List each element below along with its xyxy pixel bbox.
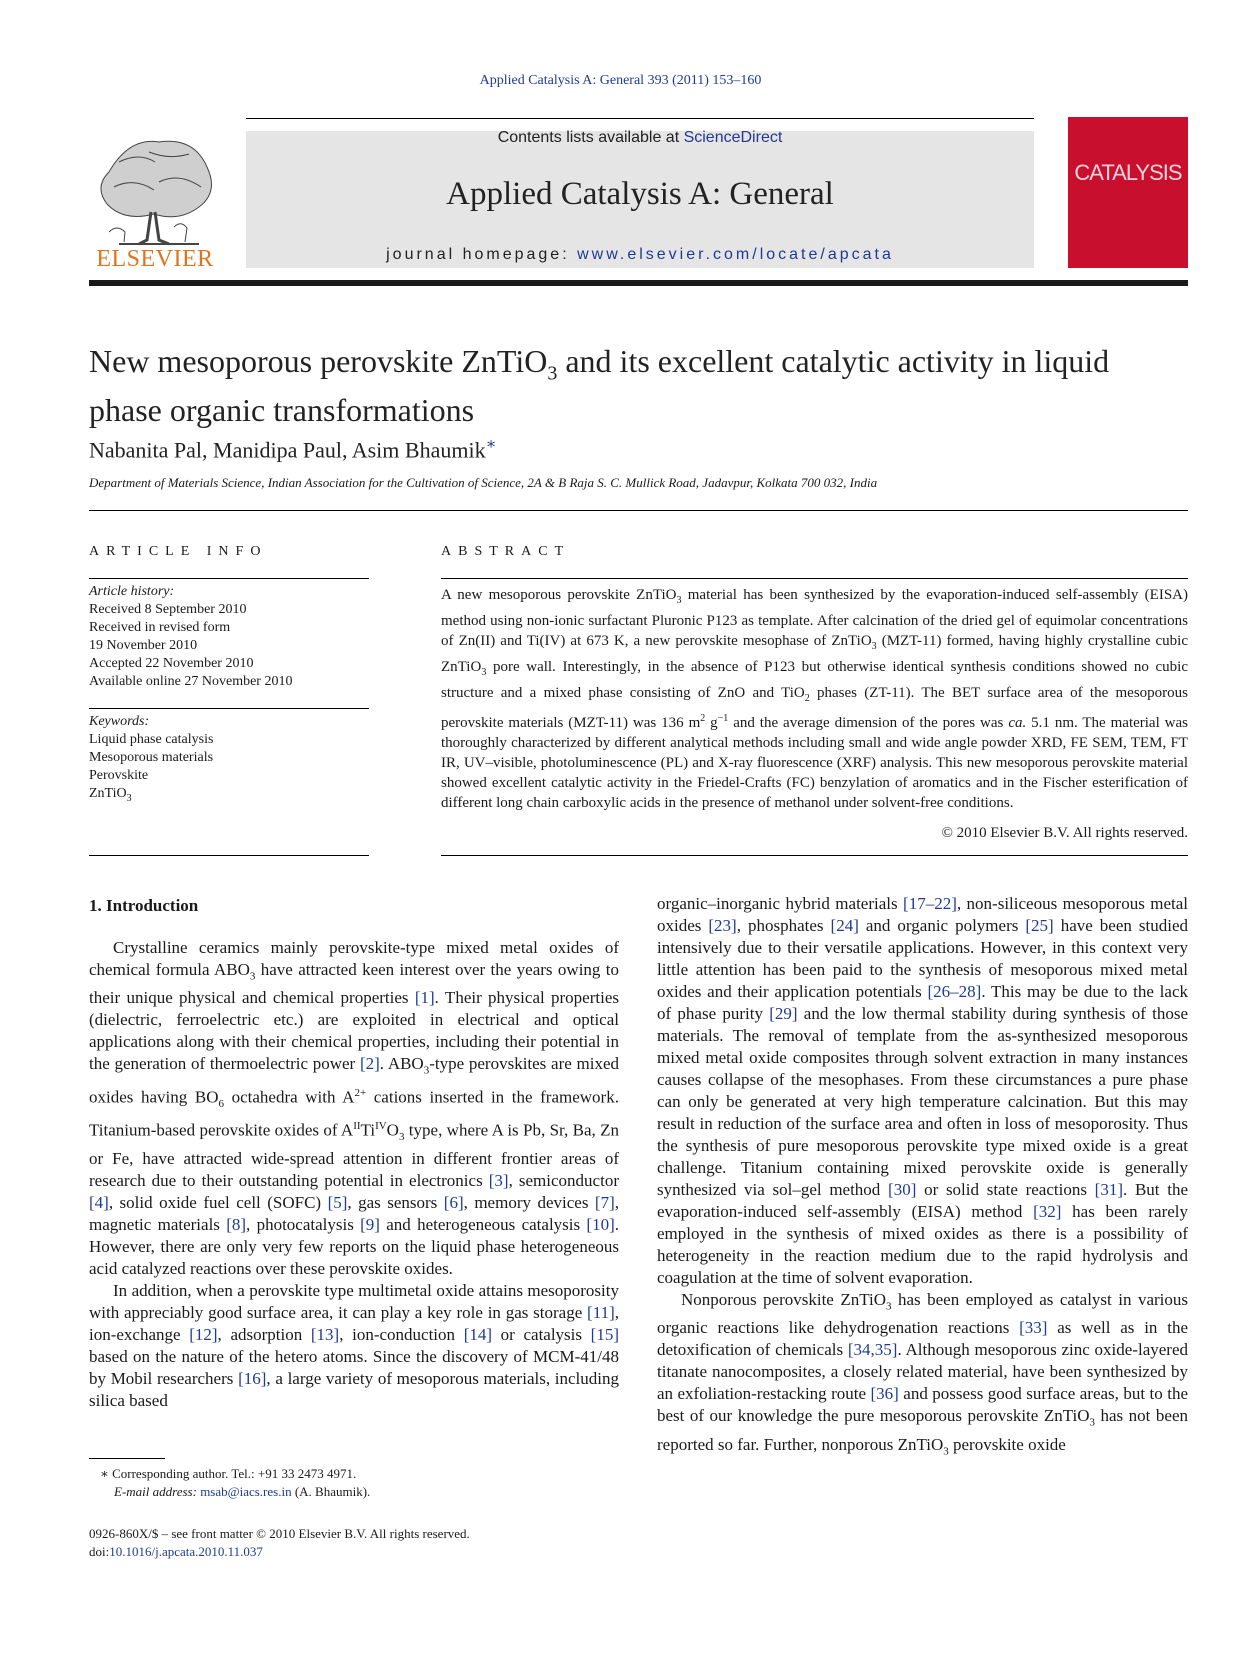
text: Nonporous perovskite ZnTiO	[681, 1290, 886, 1309]
subscript: 3	[423, 1064, 430, 1077]
article-info-bottom-rule	[89, 855, 369, 856]
keyword	[89, 785, 379, 808]
abstract-part: phases (ZT-11). The BET surface area of the mesoporous perovskite materials (MZT-11) was 136 m	[441, 685, 1188, 731]
front-matter	[89, 1525, 689, 1561]
abstract-part: (MZT-11) formed, having highly crystalline cubic ZnTiO	[441, 633, 1189, 675]
citation-link[interactable]: [8]	[226, 1214, 247, 1234]
citation-link[interactable]: [10]	[586, 1214, 615, 1234]
citation-link[interactable]: [36]	[870, 1384, 899, 1404]
text: O	[386, 1120, 399, 1140]
citation-link[interactable]: [9]	[360, 1214, 380, 1234]
text: , non-siliceous mesoporous metal oxides	[657, 894, 1188, 935]
elsevier-wordmark: ELSEVIER	[96, 246, 214, 272]
abstract-part: 5.1 nm. The material was thoroughly characterized by different analytical methods including small and wide angle powder XRD, FE SEM, TEM, FT IR, UV–visible, photoluminescence (PL) and X-ray fluorescence (XRF) analysis. This new mesoporous perovskite material showed excellent catalytic activity in the Friedel-Crafts (FC) benzylation of aromatics and in the Fischer esterification of different long chain carboxylic acids in the presence of methanol under solvent-free conditions.	[441, 715, 1188, 811]
text: , a large variety of mesoporous materials, including silica based	[89, 1368, 619, 1410]
text: organic–inorganic hybrid materials	[657, 894, 904, 913]
text: , photocatalysis	[246, 1214, 361, 1234]
authors: Nabanita Pal, Manidipa Paul, Asim Bhaumik	[89, 437, 486, 463]
text: Ti	[360, 1120, 376, 1140]
subscript: 3	[249, 970, 256, 983]
text: have been studied intensively due to their versatile applications. However, in this context very little attention has been paid to the synthesis of mesoporous mixed metal oxides and their application potentials	[657, 916, 1189, 1001]
citation-link[interactable]: [30]	[888, 1180, 917, 1199]
text: , gas sensors	[347, 1192, 444, 1212]
text: , semiconductor	[508, 1170, 619, 1190]
text: and the low thermal stability during synthesis of those materials. The removal of template from the as-synthesized mesoporous mixed metal oxide composites through solvent extraction in many instances causes collapse of the mesophases. From these circumstances a pure phase can only be generated at very high temperature calcination. But this may result in reduction of the surface area and often in loss of mesoporosity. Thus the synthesis of pure mesoporous perovskite type mixed oxide is a great challenge. Titanium containing mixed perovskite oxide is generally synthesized via sol–gel method	[657, 1004, 1188, 1199]
text: , magnetic materials	[89, 1192, 619, 1234]
homepage-label: journal homepage:	[386, 246, 578, 263]
text: Crystalline ceramics mainly perovskite-type mixed metal oxides of chemical formula ABO	[89, 938, 619, 979]
text: , memory devices	[463, 1192, 595, 1212]
superscript: −1	[717, 713, 729, 724]
journal-cover	[1068, 117, 1188, 268]
text: In addition, when a perovskite type multimetal oxide attains mesoporosity with appreciably good surface area, it can play a key role in gas storage	[89, 1280, 619, 1322]
contents-prefix: Contents lists available at	[497, 129, 684, 146]
affiliation: Department of Materials Science, Indian Association for the Cultivation of Science, 2A & B Raja S. C. Mullick Road, Jadavpur, Kolkata 700 032, India	[89, 475, 878, 490]
history-item: Received in revised form	[89, 620, 231, 635]
superscript: 2	[700, 713, 706, 724]
history-label: Article history:	[89, 584, 175, 599]
text: , ion-exchange	[89, 1302, 619, 1344]
citation-link[interactable]: [29]	[769, 1004, 798, 1023]
intro-paragraph-2	[89, 1280, 619, 1412]
citation-link[interactable]: [23]	[708, 916, 737, 935]
footnote-rule	[89, 1458, 165, 1459]
subscript: 3	[871, 641, 877, 652]
text: and possess good surface areas, but to the best of our knowledge the pure mesoporous perovskite ZnTiO	[657, 1384, 1188, 1426]
subscript: 3	[886, 1300, 892, 1313]
superscript: IV	[375, 1119, 387, 1132]
intro-right-column	[657, 893, 1188, 1462]
abstract-italic: ca.	[1008, 715, 1027, 731]
citation-link[interactable]: [6]	[443, 1192, 464, 1212]
citation-link[interactable]: [3]	[488, 1170, 509, 1190]
email-label: E-mail address:	[114, 1484, 201, 1499]
article-info-label: ARTICLE INFO	[89, 544, 268, 559]
text: , solid oxide fuel cell (SOFC)	[108, 1192, 328, 1212]
text: has been rarely employed in the synthesis of mixed oxides as there is a possibility of heterogeneity in the reaction medium due to the rapid hydrolysis and coagulation at the time of solvent evaporation.	[657, 1202, 1188, 1287]
citation-link[interactable]: [16]	[238, 1368, 267, 1388]
text: . But the evaporation-induced self-assembly (EISA) method	[657, 1180, 1188, 1221]
intro-paragraph-1	[89, 937, 619, 1280]
intro-paragraph-3	[657, 893, 1188, 1289]
text: octahedra with A	[223, 1087, 355, 1107]
citation-link[interactable]: [7]	[594, 1192, 615, 1212]
history-item: 19 November 2010	[89, 638, 198, 653]
text: type, where A is Pb, Sr, Ba, Zn or Fe, have attracted wide-spread attention in different frontier areas of research due to their outstanding potential in electronics	[89, 1120, 619, 1190]
citation-link[interactable]: [2]	[359, 1054, 380, 1074]
citation-link[interactable]: [33]	[1019, 1318, 1048, 1338]
citation-link[interactable]: [13]	[310, 1324, 340, 1344]
superscript: II	[353, 1119, 361, 1132]
text: , ion-conduction	[339, 1324, 464, 1344]
subscript: 3	[398, 1130, 405, 1143]
keywords-rule	[89, 708, 369, 709]
sciencedirect-link[interactable]: ScienceDirect	[683, 129, 783, 146]
text: have attracted keen interest over the years owing to their unique physical and chemical properties	[89, 960, 620, 1008]
keyword: Perovskite	[89, 768, 149, 783]
abstract-part: A new mesoporous perovskite ZnTiO	[441, 587, 677, 603]
journal-title: Applied Catalysis A: General	[446, 176, 834, 212]
citation-link[interactable]: [1]	[414, 988, 435, 1008]
author-list	[89, 434, 496, 463]
citation-link[interactable]: [32]	[1033, 1202, 1062, 1221]
history-item: Accepted 22 November 2010	[89, 656, 254, 671]
citation-link[interactable]: [31]	[1094, 1180, 1123, 1199]
superscript: 2+	[354, 1086, 367, 1099]
keyword-subscript: 3	[126, 792, 132, 804]
keyword: Liquid phase catalysis	[89, 732, 214, 747]
doi-label: doi:	[89, 1544, 110, 1559]
article-info-rule	[89, 578, 369, 579]
citation-link[interactable]: [12]	[189, 1324, 218, 1344]
abstract-text	[441, 585, 1188, 813]
intro-paragraph-4	[657, 1289, 1188, 1462]
email-link[interactable]: msab@iacs.res.in	[200, 1484, 292, 1499]
text: based on the nature of the hetero atoms. Since the discovery of MCM-41/48 by Mobil researchers	[89, 1346, 619, 1388]
abstract-part: g	[705, 715, 718, 731]
corresponding-author-mark[interactable]: ∗	[485, 436, 497, 453]
abstract-part: material has been synthesized by the evaporation-induced self-assembly (EISA) method using non-ionic surfactant Pluronic P123 as template. After calcination of the dried gel of equimolar concentrations of Zn(II) and Ti(IV) at 673 K, a new perovskite mesophase of ZnTiO	[441, 587, 1188, 649]
keywords-block	[89, 713, 379, 808]
title-divider	[89, 510, 1188, 511]
journal-cover-title: CATALYSIS	[1074, 160, 1182, 185]
article-history	[89, 583, 379, 691]
contents-line	[246, 129, 1034, 147]
abstract-rule	[441, 578, 1188, 579]
text: has not been reported so far. Further, nonporous ZnTiO	[657, 1406, 1189, 1454]
header-thick-rule	[89, 280, 1188, 286]
homepage-link[interactable]: www.elsevier.com/locate/apcata	[577, 246, 894, 263]
text: . Their physical properties (dielectric, ferroelectric etc.) are exploited in electrical and optical applications along with their chemical properties, including their potential in the generation of thermoelectric power	[89, 988, 619, 1074]
footnote-mark: ∗	[100, 1466, 109, 1481]
text: as well as in the detoxification of chemicals	[657, 1318, 1188, 1360]
abstract-part: and the average dimension of the pores was	[728, 715, 1009, 731]
text: and heterogeneous catalysis	[379, 1214, 587, 1234]
text: (A. Bhaumik).	[291, 1484, 371, 1499]
text: -type perovskites are mixed oxides having BO	[89, 1054, 619, 1107]
subscript: 3	[1089, 1416, 1095, 1429]
footnote-line	[100, 1465, 600, 1483]
article-title	[89, 343, 1199, 429]
abstract-copyright: © 2010 Elsevier B.V. All rights reserved.	[941, 825, 1188, 841]
citation-link[interactable]: [26–28]	[927, 982, 982, 1001]
citation-link[interactable]: [4]	[89, 1192, 109, 1212]
footnote-corresponding	[100, 1465, 600, 1501]
text: or catalysis	[492, 1324, 591, 1344]
keyword: Mesoporous materials	[89, 750, 214, 765]
keyword-text: ZnTiO	[89, 786, 127, 801]
doi-line	[89, 1543, 689, 1561]
subscript: 6	[218, 1097, 224, 1110]
subscript: 3	[943, 1445, 949, 1458]
abstract-label: ABSTRACT	[441, 544, 571, 559]
citation-link[interactable]: [11]	[587, 1302, 615, 1322]
subscript: 3	[481, 667, 487, 678]
text: Corresponding author. Tel.: +91 33 2473 4971.	[108, 1466, 357, 1481]
abstract-bottom-rule	[441, 855, 1188, 856]
history-item: Available online 27 November 2010	[89, 674, 293, 689]
text: . However, there are only very few reports on the liquid phase heterogeneous acid catalyzed reactions over these perovskite oxides.	[89, 1214, 619, 1278]
title-part: and its excellent catalytic activity in liquid	[557, 343, 1110, 379]
title-part: New mesoporous perovskite ZnTiO	[89, 343, 548, 379]
text: cations inserted in the framework. Titanium-based perovskite oxides of A	[89, 1087, 619, 1140]
citation-link[interactable]: [15]	[590, 1324, 619, 1344]
footnote-line	[100, 1483, 600, 1501]
text: . This may be due to the lack of phase purity	[657, 982, 1188, 1023]
citation-link[interactable]: [14]	[463, 1324, 493, 1344]
issn-line: 0926-860X/$ – see front matter © 2010 Elsevier B.V. All rights reserved.	[89, 1526, 470, 1541]
citation-link[interactable]: [5]	[327, 1192, 348, 1212]
citation-link[interactable]: [24]	[830, 916, 859, 935]
subscript: 3	[676, 595, 682, 606]
text: and organic polymers	[858, 916, 1026, 935]
running-head[interactable]: Applied Catalysis A: General 393 (2011) 153–160	[479, 73, 762, 88]
text: , phosphates	[736, 916, 831, 935]
journal-homepage	[246, 246, 1034, 264]
abstract-part: pore wall. Interestingly, in the absence of P123 but otherwise identical synthesis conditions showed no cubic structure and a mixed phase consisting of ZnO and TiO	[441, 659, 1188, 701]
text: . Although mesoporous zinc oxide-layered titanate nanocomposites, a closely related material, have been synthesized by an exfoliation-restacking route	[657, 1340, 1188, 1404]
text: . ABO	[379, 1054, 424, 1074]
subscript: 2	[804, 693, 810, 704]
intro-left-column	[89, 937, 619, 1412]
doi-link[interactable]: 10.1016/j.apcata.2010.11.037	[109, 1544, 263, 1559]
title-subscript: 3	[547, 362, 558, 385]
title-part: phase organic transformations	[89, 392, 475, 429]
citation-link[interactable]: [25]	[1025, 916, 1054, 935]
section-heading-introduction: 1. Introduction	[89, 896, 199, 915]
citation-link[interactable]: [17–22]	[903, 894, 957, 913]
citation-link[interactable]: [34,35]	[847, 1340, 898, 1360]
text: has been employed as catalyst in various organic reactions like dehydrogenation reactions	[657, 1290, 1188, 1338]
keywords-label: Keywords:	[89, 714, 150, 729]
history-item: Received 8 September 2010	[89, 602, 247, 617]
header-rule	[246, 118, 1034, 119]
text: or solid state reactions	[916, 1180, 1095, 1199]
text: perovskite oxide	[948, 1434, 1066, 1454]
text: , adsorption	[217, 1324, 311, 1344]
